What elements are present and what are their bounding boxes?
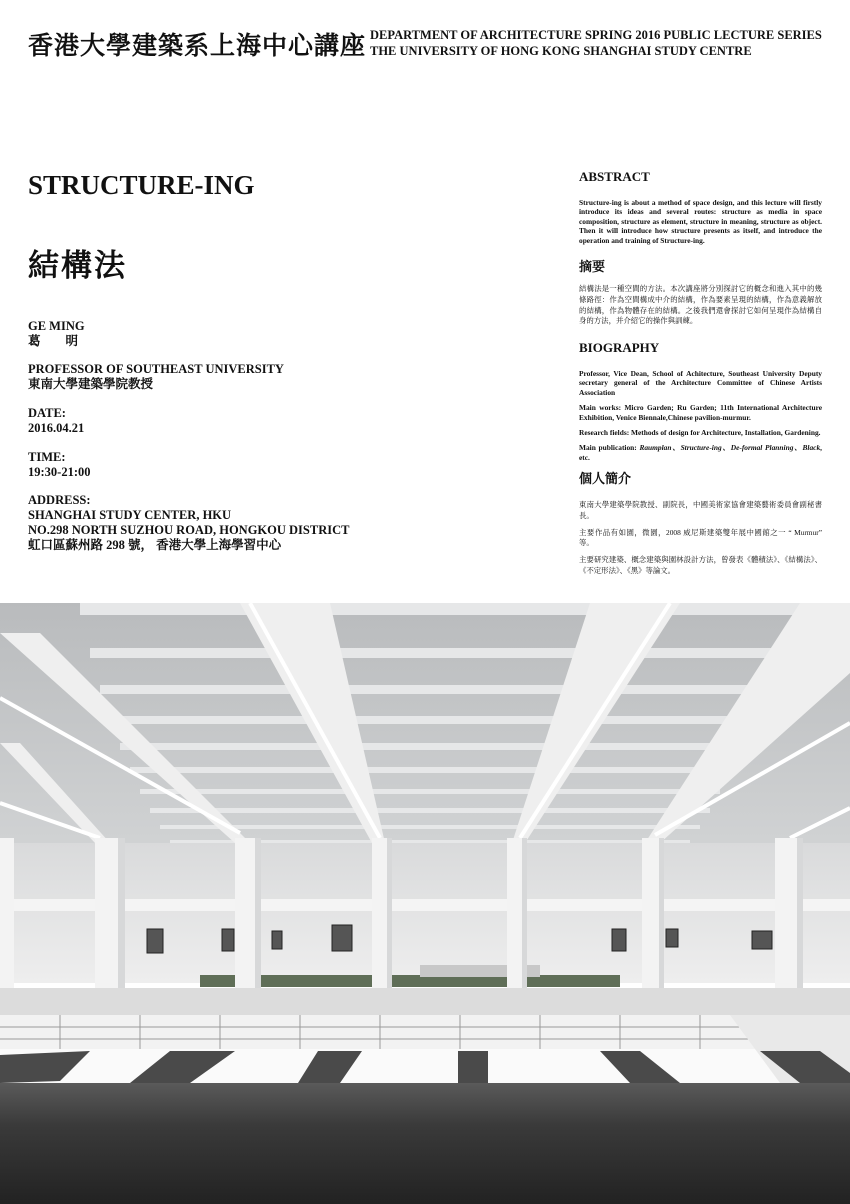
lecture-title-en: STRUCTURE-ING <box>28 170 255 200</box>
biography-cn-text <box>579 500 822 583</box>
biography-cn-p2: 主要作品有如園，微園，2008 威尼斯建築雙年展中國館之一 “ Murmur” 等。 <box>579 527 822 548</box>
white-steps <box>0 1049 850 1083</box>
wall-band <box>0 899 850 911</box>
address-line2: NO.298 NORTH SUZHOU ROAD, HONGKOU DISTRICT <box>28 523 350 537</box>
biography-p4-end: , etc. <box>579 443 822 462</box>
date-block <box>28 406 84 436</box>
speaker-name-cn: 葛 明 <box>28 334 79 348</box>
speaker-name-en: GE MING <box>28 319 85 333</box>
biography-text <box>579 369 822 468</box>
biography-p4-label: Main publication: <box>579 443 640 453</box>
address-line1: SHANGHAI STUDY CENTER, HKU <box>28 508 232 522</box>
time-label: TIME: <box>28 450 66 464</box>
header-title-en <box>370 27 822 59</box>
address-line3: 虹口區蘇州路 298 號， 香港大學上海學習中心 <box>28 538 282 552</box>
abstract-cn-text: 結構法是一種空間的方法。本次講座將分別探討它的概念和進入其中的幾條路徑：作為空間構成中介的結構，作為要素呈現的結構，作為意義解放的結構，作為物體存在的結構。之後我們還會探討它如何呈現作為結構自身的方法，并介紹它的操作與訓練。 <box>579 284 822 326</box>
date-value: 2016.04.21 <box>28 421 85 435</box>
gallery-floor <box>0 988 850 1018</box>
biography-cn-p1: 東南大學建築學院教授、副院長，中國美術家協會建築藝術委員會副秘書長。 <box>579 500 822 520</box>
date-label: DATE: <box>28 406 66 420</box>
abstract-cn-heading: 摘要 <box>579 259 606 274</box>
biography-p1: Professor, Vice Dean, School of Achitecture, Southeast University Deputy secretary general of the Architecture Committee of Chinese Artists Association <box>579 369 822 397</box>
biography-heading: BIOGRAPHY <box>579 340 660 355</box>
gallery-interior-illustration <box>0 603 850 1204</box>
header-title-en-line1: DEPARTMENT OF ARCHITECTURE SPRING 2016 PUBLIC LECTURE SERIES <box>370 28 822 42</box>
speaker-position-en: PROFESSOR OF SOUTHEAST UNIVERSITY <box>28 362 284 376</box>
biography-p4-works: Raumplan、Structure-ing、De-formal Planning、Black <box>639 443 821 453</box>
biography-cn-p3: 主要研究建築、概念建築與園林設計方法，曾發表《體積法》、《結構法》、《不定形法》、《黑》等論文。 <box>579 555 822 575</box>
time-block <box>28 450 91 480</box>
header-title-en-line2: THE UNIVERSITY OF HONG KONG SHANGHAI STUDY CENTRE <box>370 44 752 58</box>
abstract-heading: ABSTRACT <box>579 169 650 184</box>
abstract-text: Structure-ing is about a method of space design, and this lecture will firstly introduce its ideas and several routes: structure as media in space composition, structure as element, structure in meaning, structure as object. Then it will introduce how structure presents as itself, and introduce the operation and training of Structure-ing. <box>579 198 822 245</box>
header-title-cn: 香港大學建築系上海中心講座 <box>28 33 367 60</box>
speaker-name <box>28 319 85 349</box>
biography-p4 <box>579 443 822 462</box>
shelving <box>0 1015 850 1049</box>
address-label: ADDRESS: <box>28 493 91 507</box>
garden-strip <box>200 975 620 987</box>
lecture-title-cn: 結構法 <box>28 248 127 283</box>
biography-p2: Main works: Micro Garden; Ru Garden; 11th International Architecture Exhibition, Venice Biennale,Chinese pavilion-murmur. <box>579 403 822 422</box>
time-value: 19:30-21:00 <box>28 465 91 479</box>
biography-p3: Research fields: Methods of design for Architecture, Installation, Gardening. <box>579 428 821 438</box>
biography-cn-heading: 個人簡介 <box>579 471 632 486</box>
speaker-position-cn: 東南大學建築學院教授 <box>28 377 154 391</box>
speaker-position <box>28 362 284 392</box>
gallery-interior-photo <box>0 603 850 1204</box>
dark-floor <box>0 1083 850 1204</box>
address-block <box>28 493 349 553</box>
back-wall <box>0 843 850 983</box>
